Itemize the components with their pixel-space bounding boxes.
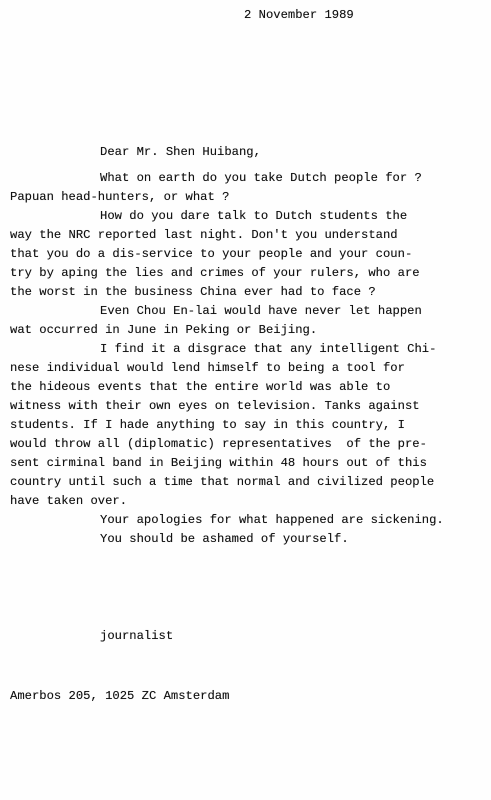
letter-line: nese individual would lend himself to being a tool for <box>10 361 405 375</box>
letter-line: try by aping the lies and crimes of your rulers, who are <box>10 266 420 280</box>
letter-date: 2 November 1989 <box>244 8 354 22</box>
letter-line: I find it a disgrace that any intelligent Chi- <box>100 342 437 356</box>
letter-line: would throw all (diplomatic) representatives of the pre- <box>10 437 427 451</box>
letter-line: students. If I hade anything to say in this country, I <box>10 418 405 432</box>
salutation: Dear Mr. Shen Huibang, <box>100 145 261 159</box>
signature-title: journalist <box>100 629 174 643</box>
letter-line: Papuan head-hunters, or what ? <box>10 190 230 204</box>
letter-line: have taken over. <box>10 494 128 508</box>
letter-line: You should be ashamed of yourself. <box>100 532 349 546</box>
letter-line: way the NRC reported last night. Don't you understand <box>10 228 398 242</box>
letter-line: that you do a dis-service to your people and your coun- <box>10 247 413 261</box>
letter-line: wat occurred in June in Peking or Beijing. <box>10 323 318 337</box>
sender-address: Amerbos 205, 1025 ZC Amsterdam <box>10 689 230 703</box>
letter-line: What on earth do you take Dutch people for ? <box>100 171 422 185</box>
letter-line: country until such a time that normal and civilized people <box>10 475 435 489</box>
letter-line: the hideous events that the entire world was able to <box>10 380 391 394</box>
letter-line: Your apologies for what happened are sickening. <box>100 513 444 527</box>
letter-line: witness with their own eyes on television. Tanks against <box>10 399 420 413</box>
letter-line: How do you dare talk to Dutch students the <box>100 209 408 223</box>
letter-line: Even Chou En-lai would have never let happen <box>100 304 422 318</box>
letter-line: sent cirminal band in Beijing within 48 hours out of this <box>10 456 427 470</box>
letter-line: the worst in the business China ever had to face ? <box>10 285 376 299</box>
